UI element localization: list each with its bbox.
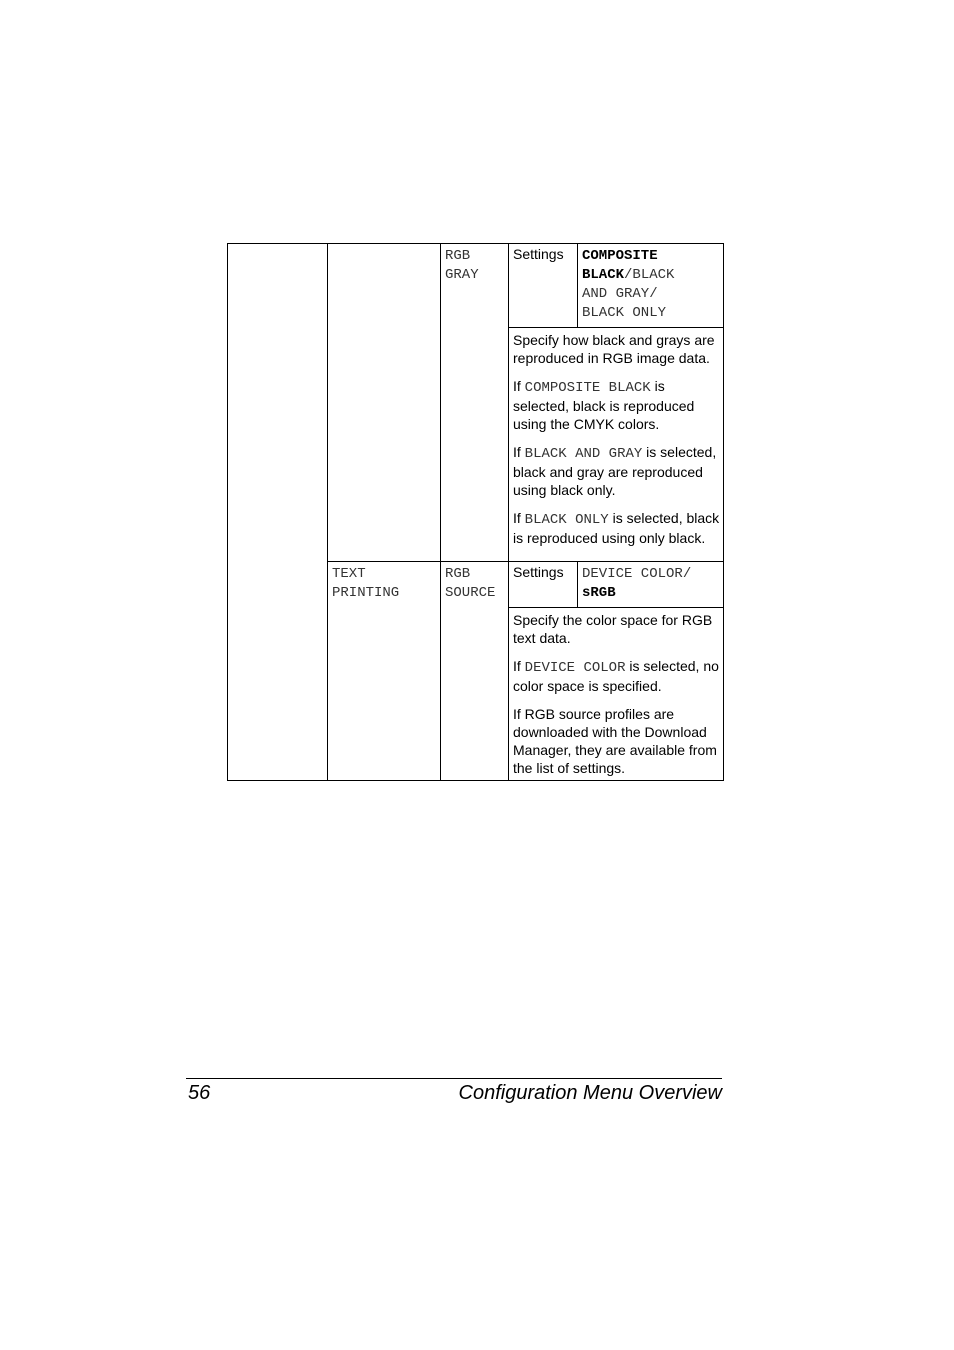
default-setting: sRGB: [582, 585, 616, 601]
menu-item-label: [328, 244, 440, 252]
settings-label-cell: [509, 562, 578, 608]
description-paragraph: If RGB source profiles are downloaded with the Download Manager, they are available from the list of settings.: [513, 706, 717, 776]
other-settings: DEVICE COLOR/: [582, 566, 692, 582]
settings-label: Settings: [513, 246, 564, 262]
settings-values-rgb-gray: [578, 244, 723, 327]
option-name-rgb-source: RGB SOURCE: [445, 566, 496, 601]
default-setting-part-1: COMPOSITE: [582, 248, 658, 264]
setting-name-inline: COMPOSITE BLACK: [524, 380, 651, 396]
footer-divider: [186, 1078, 722, 1079]
description-paragraph: If BLACK ONLY is selected, black is reproduced using only black.: [513, 510, 720, 546]
description-paragraph: Specify the color space for RGB text data.: [513, 612, 713, 646]
option-name-cell: [441, 562, 509, 781]
description-cell: [509, 608, 724, 781]
description-paragraph: If COMPOSITE BLACK is selected, black is reproduced using the CMYK colors.: [513, 378, 695, 432]
option-name-rgb-gray: RGB GRAY: [445, 248, 479, 283]
description-cell: [509, 328, 724, 562]
other-settings: /BLACK AND GRAY/ BLACK ONLY: [582, 267, 675, 321]
description-rgb-source: [509, 608, 723, 780]
settings-label-cell: [509, 244, 578, 328]
settings-value-cell: [578, 244, 724, 328]
description-paragraph: If DEVICE COLOR is selected, no color space is specified.: [513, 658, 719, 694]
menu-column-cell: [228, 244, 328, 781]
description-paragraph: If BLACK AND GRAY is selected, black and gray are reproduced using black only.: [513, 444, 717, 498]
description-rgb-gray: [509, 328, 723, 550]
submenu-column-cell: [328, 244, 441, 562]
setting-name-inline: BLACK AND GRAY: [524, 446, 643, 462]
submenu-column-cell: [328, 562, 441, 781]
footer-section-title: Configuration Menu Overview: [458, 1082, 722, 1104]
setting-name-inline: DEVICE COLOR: [524, 660, 626, 676]
description-paragraph: Specify how black and grays are reproduced in RGB image data.: [513, 332, 715, 366]
menu-item-text-printing: TEXT PRINTING: [332, 566, 400, 601]
option-name-cell: [441, 244, 509, 562]
setting-name-inline: BLACK ONLY: [524, 512, 609, 528]
default-setting-part-2: BLACK: [582, 267, 625, 283]
settings-value-cell: [578, 562, 724, 608]
settings-label: Settings: [513, 564, 564, 580]
configuration-menu-table: [227, 243, 724, 781]
page-number: 56: [188, 1082, 211, 1104]
settings-values-rgb-source: [578, 562, 723, 607]
table-row-rgb-gray-settings: [228, 244, 724, 328]
